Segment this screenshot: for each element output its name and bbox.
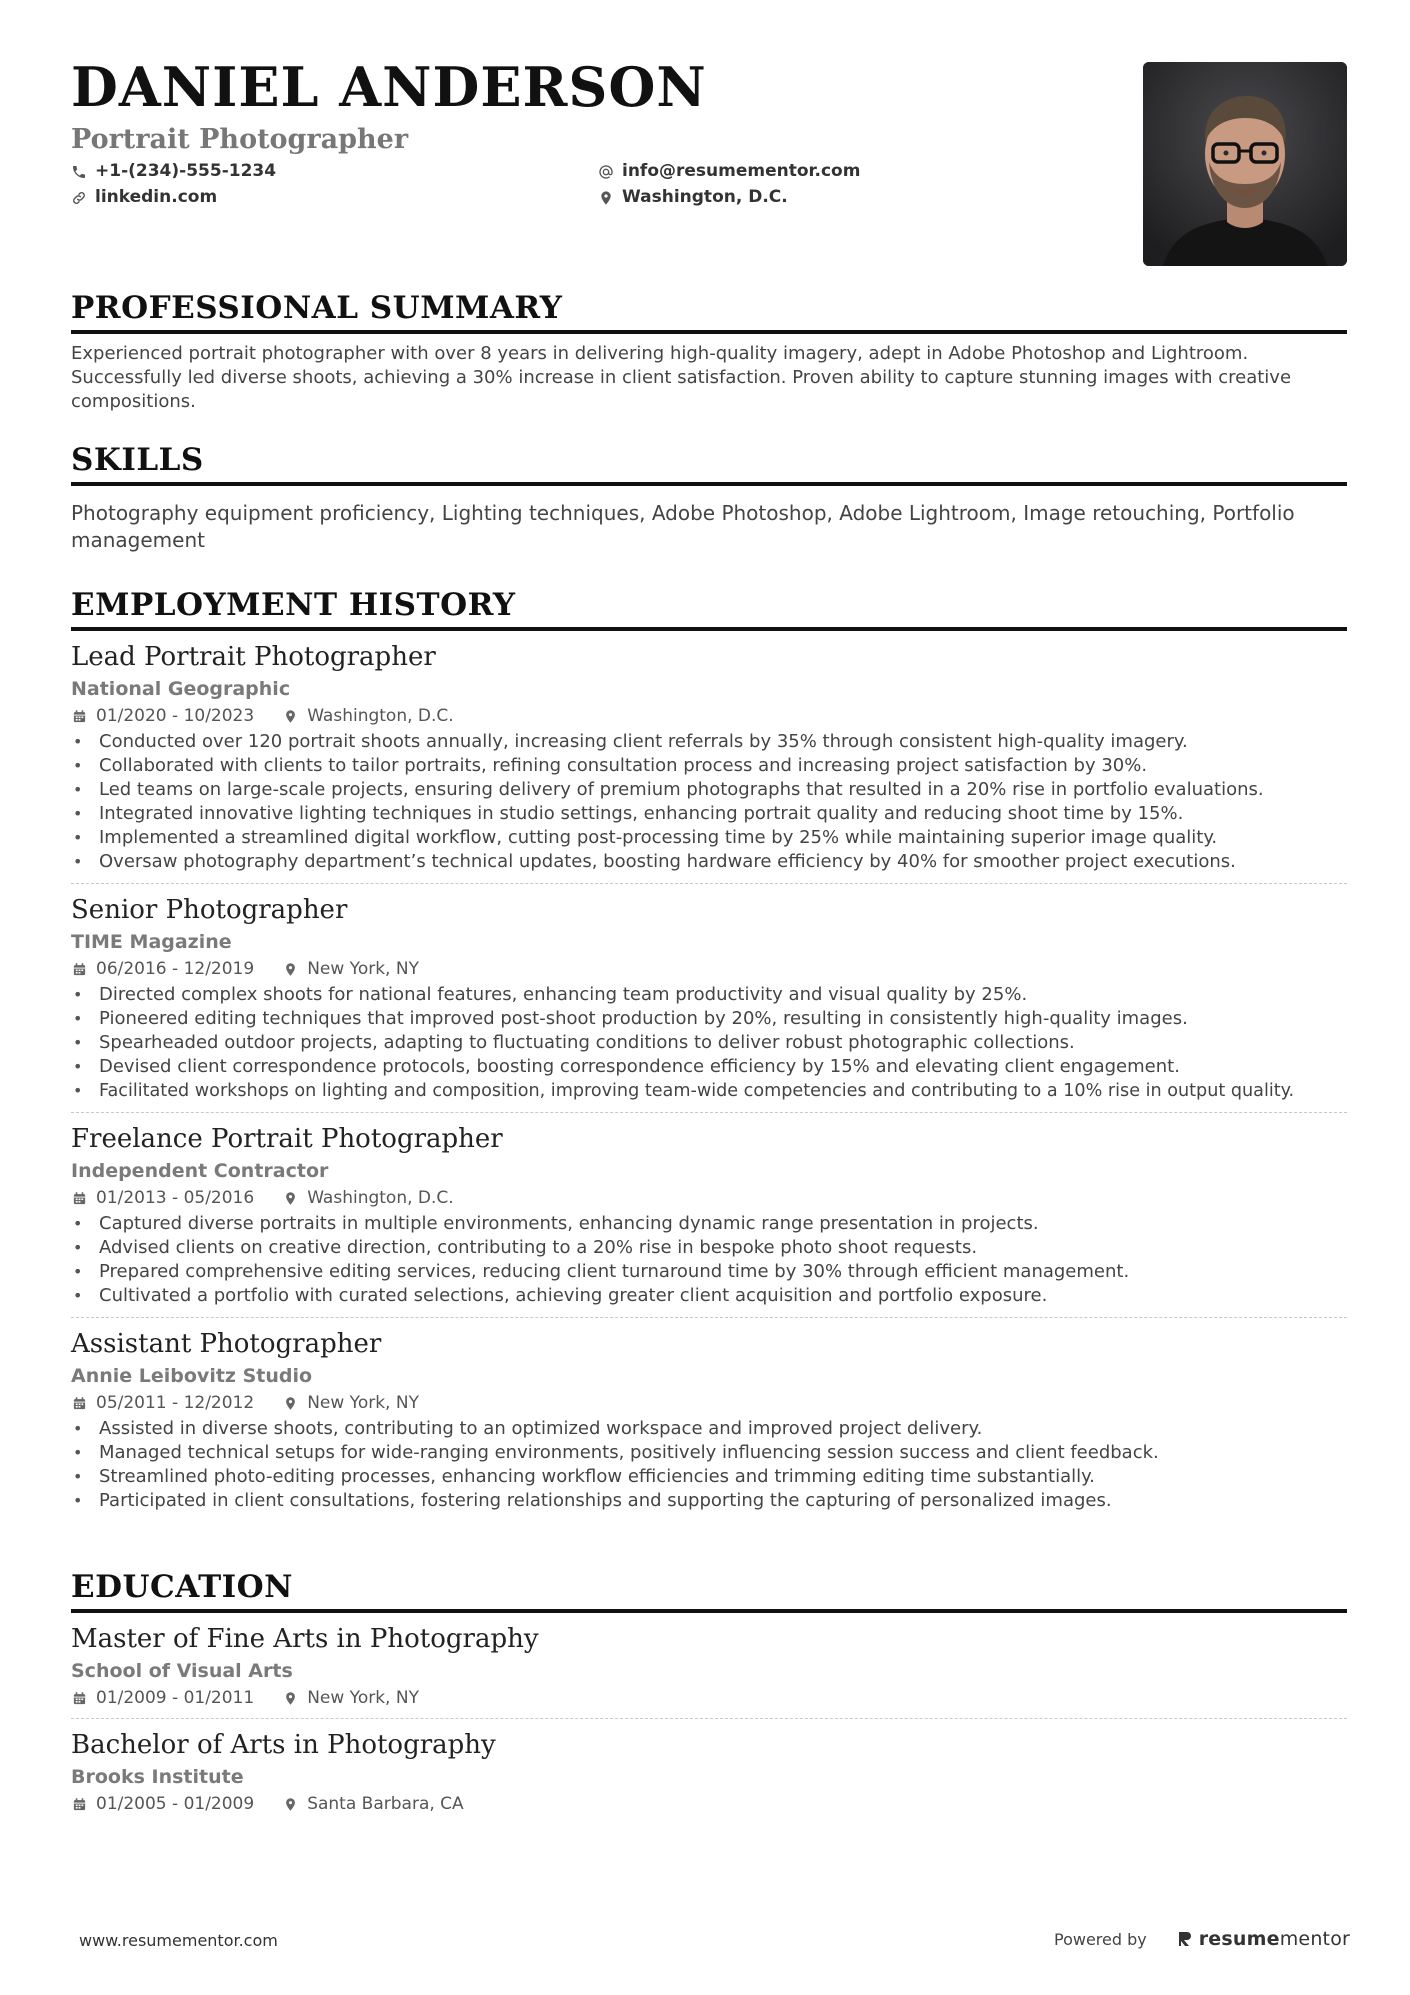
linkedin-text[interactable]: linkedin.com (95, 187, 218, 207)
education-entry (71, 1613, 1347, 1718)
school-name: Brooks Institute (71, 1766, 244, 1788)
location-pin-icon (598, 190, 614, 206)
job-company: Annie Leibovitz Studio (71, 1365, 313, 1387)
degree-title: Bachelor of Arts in Photography (71, 1730, 496, 1760)
job-title: Freelance Portrait Photographer (71, 1124, 503, 1154)
list-item: • Prepared comprehensive editing services, reducing client turnaround time by 30% through efficient management. (71, 1260, 1347, 1284)
job-meta (71, 1392, 1347, 1414)
summary-section (71, 290, 1347, 414)
skills-text: Photography equipment proficiency, Lighting techniques, Adobe Photoshop, Adobe Lightroom, Image retouching, Portfolio management (71, 501, 1295, 552)
list-item: • Captured diverse portraits in multiple environments, enhancing dynamic range presentation in projects. (71, 1212, 1347, 1236)
education-dates: 01/2009 - 01/2011 (96, 1688, 255, 1708)
location-pin-icon (282, 1796, 298, 1812)
calendar-icon (71, 1796, 87, 1812)
contact-phone (71, 163, 276, 180)
footer-branding (1054, 1928, 1350, 1950)
employment-section (71, 587, 1347, 1522)
location-text: Washington, D.C. (622, 187, 788, 207)
education-meta (71, 1793, 1347, 1815)
list-item: • Led teams on large-scale projects, ensuring delivery of premium photographs that resulted in a 20% rise in portfolio evaluations. (71, 778, 1347, 802)
job-location: New York, NY (307, 1393, 419, 1413)
education-location: Santa Barbara, CA (307, 1794, 464, 1814)
list-item: • Assisted in diverse shoots, contributing to an optimized workspace and improved project delivery. (71, 1417, 1347, 1441)
contact-linkedin (71, 189, 217, 206)
job-bullets (71, 1212, 1347, 1308)
summary-text: Experienced portrait photographer with over 8 years in delivering high-quality imagery, adept in Adobe Photoshop and Lightroom. Successfully led diverse shoots, achieving a 30% increase in client satisfaction. Proven ability to capture stunning images with creative compositions. (71, 343, 1292, 412)
location-pin-icon (282, 1690, 298, 1706)
calendar-icon (71, 708, 87, 724)
education-dates: 01/2005 - 01/2009 (96, 1794, 255, 1814)
powered-by-label: Powered by (1054, 1929, 1147, 1949)
list-item: • Implemented a streamlined digital workflow, cutting post-processing time by 25% while maintaining superior image quality. (71, 826, 1347, 850)
list-item: • Pioneered editing techniques that improved post-shoot production by 20%, resulting in consistently high-quality images. (71, 1007, 1347, 1031)
list-item: • Devised client correspondence protocols, boosting correspondence efficiency by 15% and elevating client engagement. (71, 1055, 1347, 1079)
education-entry (71, 1718, 1347, 1824)
list-item: • Spearheaded outdoor projects, adapting to fluctuating conditions to deliver robust photographic collections. (71, 1031, 1347, 1055)
link-icon (71, 190, 87, 206)
brand-bold: resume (1198, 1928, 1280, 1950)
school-name: School of Visual Arts (71, 1660, 293, 1682)
job-dates: 05/2011 - 12/2012 (96, 1393, 255, 1413)
profile-photo (1143, 62, 1347, 266)
education-heading: EDUCATION (71, 1572, 1347, 1613)
list-item: • Cultivated a portfolio with curated selections, achieving greater client acquisition and portfolio exposure. (71, 1284, 1347, 1308)
phone-icon (71, 164, 87, 180)
resumementor-logo-icon (1177, 1930, 1193, 1948)
list-item: • Directed complex shoots for national features, enhancing team productivity and visual quality by 25%. (71, 983, 1347, 1007)
job-company: Independent Contractor (71, 1160, 329, 1182)
job-title: Assistant Photographer (71, 1329, 382, 1359)
list-item: • Integrated innovative lighting techniques in studio settings, enhancing portrait quality and reducing shoot time by 15%. (71, 802, 1347, 826)
job-dates: 01/2020 - 10/2023 (96, 706, 255, 726)
list-item: • Participated in client consultations, fostering relationships and supporting the capturing of personalized images. (71, 1489, 1347, 1513)
brand-name[interactable] (1199, 1928, 1350, 1950)
location-pin-icon (282, 961, 298, 977)
job-entry (71, 631, 1347, 883)
calendar-icon (71, 1190, 87, 1206)
job-entry (71, 883, 1347, 1112)
list-item: • Collaborated with clients to tailor portraits, refining consultation process and increasing project satisfaction by 30%. (71, 754, 1347, 778)
candidate-role: Portrait Photographer (71, 124, 409, 155)
candidate-name: DANIEL ANDERSON (71, 55, 707, 119)
job-company: National Geographic (71, 678, 291, 700)
job-bullets (71, 1417, 1347, 1513)
list-item: • Facilitated workshops on lighting and composition, improving team-wide competencies and contributing to a 10% rise in output quality. (71, 1079, 1347, 1103)
location-pin-icon (282, 1190, 298, 1206)
job-meta (71, 705, 1347, 727)
job-title: Senior Photographer (71, 895, 348, 925)
phone-text[interactable]: +1-(234)-555-1234 (95, 161, 277, 181)
at-icon (598, 164, 614, 180)
contact-email (598, 163, 860, 180)
job-dates: 06/2016 - 12/2019 (96, 959, 255, 979)
contact-location (598, 189, 788, 206)
job-location: Washington, D.C. (307, 1188, 454, 1208)
list-item: • Managed technical setups for wide-ranging environments, positively influencing session success and client feedback. (71, 1441, 1347, 1465)
calendar-icon (71, 1395, 87, 1411)
degree-title: Master of Fine Arts in Photography (71, 1624, 539, 1654)
brand-light: mentor (1279, 1928, 1351, 1950)
summary-heading: PROFESSIONAL SUMMARY (71, 293, 1347, 334)
employment-heading: EMPLOYMENT HISTORY (71, 590, 1347, 631)
job-meta (71, 1187, 1347, 1209)
job-meta (71, 958, 1347, 980)
education-section (71, 1569, 1347, 1824)
skills-heading: SKILLS (71, 445, 1347, 486)
calendar-icon (71, 961, 87, 977)
job-bullets (71, 730, 1347, 874)
skills-section (71, 442, 1347, 554)
location-pin-icon (282, 1395, 298, 1411)
job-entry (71, 1112, 1347, 1317)
job-location: Washington, D.C. (307, 706, 454, 726)
location-pin-icon (282, 708, 298, 724)
education-location: New York, NY (307, 1688, 419, 1708)
calendar-icon (71, 1690, 87, 1706)
resume-page (71, 0, 1347, 1814)
job-location: New York, NY (307, 959, 419, 979)
job-company: TIME Magazine (71, 931, 232, 953)
list-item: • Oversaw photography department’s technical updates, boosting hardware efficiency by 40% for smoother project executions. (71, 850, 1347, 874)
list-item: • Advised clients on creative direction, contributing to a 20% rise in bespoke photo shoot requests. (71, 1236, 1347, 1260)
job-bullets (71, 983, 1347, 1103)
footer-website[interactable]: www.resumementor.com (79, 1931, 278, 1950)
job-dates: 01/2013 - 05/2016 (96, 1188, 255, 1208)
list-item: • Streamlined photo-editing processes, enhancing workflow efficiencies and trimming editing time substantially. (71, 1465, 1347, 1489)
job-title: Lead Portrait Photographer (71, 642, 436, 672)
list-item: • Conducted over 120 portrait shoots annually, increasing client referrals by 35% through consistent high-quality imagery. (71, 730, 1347, 754)
email-text[interactable]: info@resumementor.com (622, 161, 861, 181)
education-meta (71, 1687, 1347, 1709)
resume-header (71, 0, 1347, 280)
job-entry (71, 1317, 1347, 1522)
